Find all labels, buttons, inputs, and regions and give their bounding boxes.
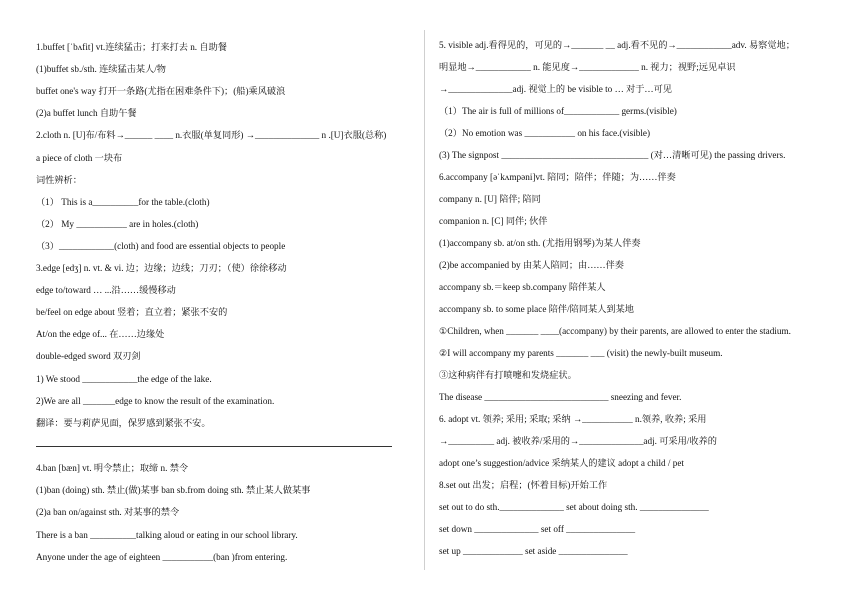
text-line: 明显地→____________ n. 能见度→_____________ n. 视力；视野;远见卓识 [439, 62, 736, 72]
text-line: 6. adopt vt. 领养; 采用; 采取; 采纳 →___________ n.领养, 收养; 采用 [439, 414, 707, 424]
text-line: 3.edge [edʒ] n. vt. & vi. 边；边缘；边线；刀刃；（使）徐徐移动 [36, 263, 287, 273]
text-line: set out to do sth.______________ set about doing sth. _______________ [439, 502, 709, 512]
text-line: →______________adj. 视觉上的 be visible to … 对于…可见 [439, 84, 672, 94]
text-line: edge to/toward … ...沿……缓慢移动 [36, 285, 176, 295]
text-line: （2） My ___________ are in holes.(cloth) [36, 219, 199, 229]
text-line: (2)a buffet lunch 自助午餐 [36, 108, 137, 118]
text-line: 2)We are all _______edge to know the result of the examination. [36, 396, 275, 406]
text-line: adopt one’s suggestion/advice 采纳某人的建议 adopt a child / pet [439, 458, 684, 468]
text-line: (1)ban (doing) sth. 禁止(做)某事 ban sb.from doing sth. 禁止某人做某事 [36, 485, 311, 495]
text-line: buffet one's way 打开一条路(尤指在困难条件下)；(船)乘风破浪 [36, 86, 286, 96]
text-line: There is a ban __________talking aloud or eating in our school library. [36, 530, 298, 540]
text-line: set down ______________ set off _______________ [439, 524, 636, 534]
text-line: company n. [U] 陪伴; 陪同 [439, 194, 541, 204]
text-line: (2)a ban on/against sth. 对某事的禁令 [36, 507, 180, 517]
text-line: （3）____________(cloth) and food are essential objects to people [36, 241, 286, 251]
text-line: （1） This is a__________for the table.(cloth) [36, 197, 210, 207]
text-line: 8.set out 出发；启程；(怀着目标)开始工作 [439, 480, 608, 490]
text-line: set up _____________ set aside _______________ [439, 546, 628, 556]
text-line: 4.ban [bæn] vt. 明令禁止；取缔 n. 禁令 [36, 463, 189, 473]
text-line: be/feel on edge about 竖着；直立着；紧张不安的 [36, 307, 228, 317]
text-line: 6.accompany [əˈkʌmpəni]vt. 陪同；陪伴；伴随；为……伴奏 [439, 172, 676, 182]
text-line: (1)accompany sb. at/on sth. (尤指用钢琴)为某人伴奏 [439, 238, 641, 248]
text-line: The disease ___________________________ sneezing and fever. [439, 392, 682, 402]
text-line: At/on the edge of... 在……边缘处 [36, 329, 165, 339]
text-line: 1.buffet [ˈbʌfit] vt.连续猛击；打来打去 n. 自助餐 [36, 42, 227, 52]
text-line: accompany sb. to some place 陪伴/陪同某人到某地 [439, 304, 634, 314]
text-line: a piece of cloth 一块布 [36, 153, 123, 163]
text-line: 1) We stood ____________the edge of the lake. [36, 374, 212, 384]
text-line: (2)be accompanied by 由某人陪同；由……伴奏 [439, 260, 624, 270]
column-divider [424, 30, 425, 570]
text-line: 5. visible adj.看得见的，可见的→_______ __ adj.看不见的→____________adv. 易察觉地； [439, 40, 795, 50]
text-line: (3) The signpost ________________________________ (对…清晰可见) the passing drivers. [439, 150, 786, 160]
text-line: →__________ adj. 被收养/采用的→______________adj. 可采用/收养的 [439, 436, 717, 446]
text-line: （1）The air is full of millions of____________ germs.(visible) [439, 106, 677, 116]
text-line: Anyone under the age of eighteen ___________(ban )from entering. [36, 552, 288, 562]
text-line: companion n. [C] 同伴; 伙伴 [439, 216, 548, 226]
text-line: ③这种病伴有打喷嚏和发烧症状。 [439, 370, 577, 380]
text-line: double-edged sword 双刃剑 [36, 351, 141, 361]
text-line: (1)buffet sb./sth. 连续猛击某人/物 [36, 64, 166, 74]
text-line: 翻译：要与莉萨见面，保罗感到紧张不安。 [36, 418, 211, 428]
text-line: 词性辨析： [36, 175, 82, 185]
section-rule [36, 446, 392, 447]
text-line: 2.cloth n. [U]布/布料→______ ____ n.衣服(单复同形) →______________ n .[U]衣服(总称) [36, 130, 387, 140]
text-line: ①Children, when _______ ____(accompany) by their parents, are allowed to enter the stadium. [439, 326, 791, 336]
text-line: accompany sb.＝keep sb.company 陪伴某人 [439, 282, 606, 292]
text-line: ②I will accompany my parents _______ ___ (visit) the newly-built museum. [439, 348, 723, 358]
text-line: （2）No emotion was ___________ on his face.(visible) [439, 128, 651, 138]
